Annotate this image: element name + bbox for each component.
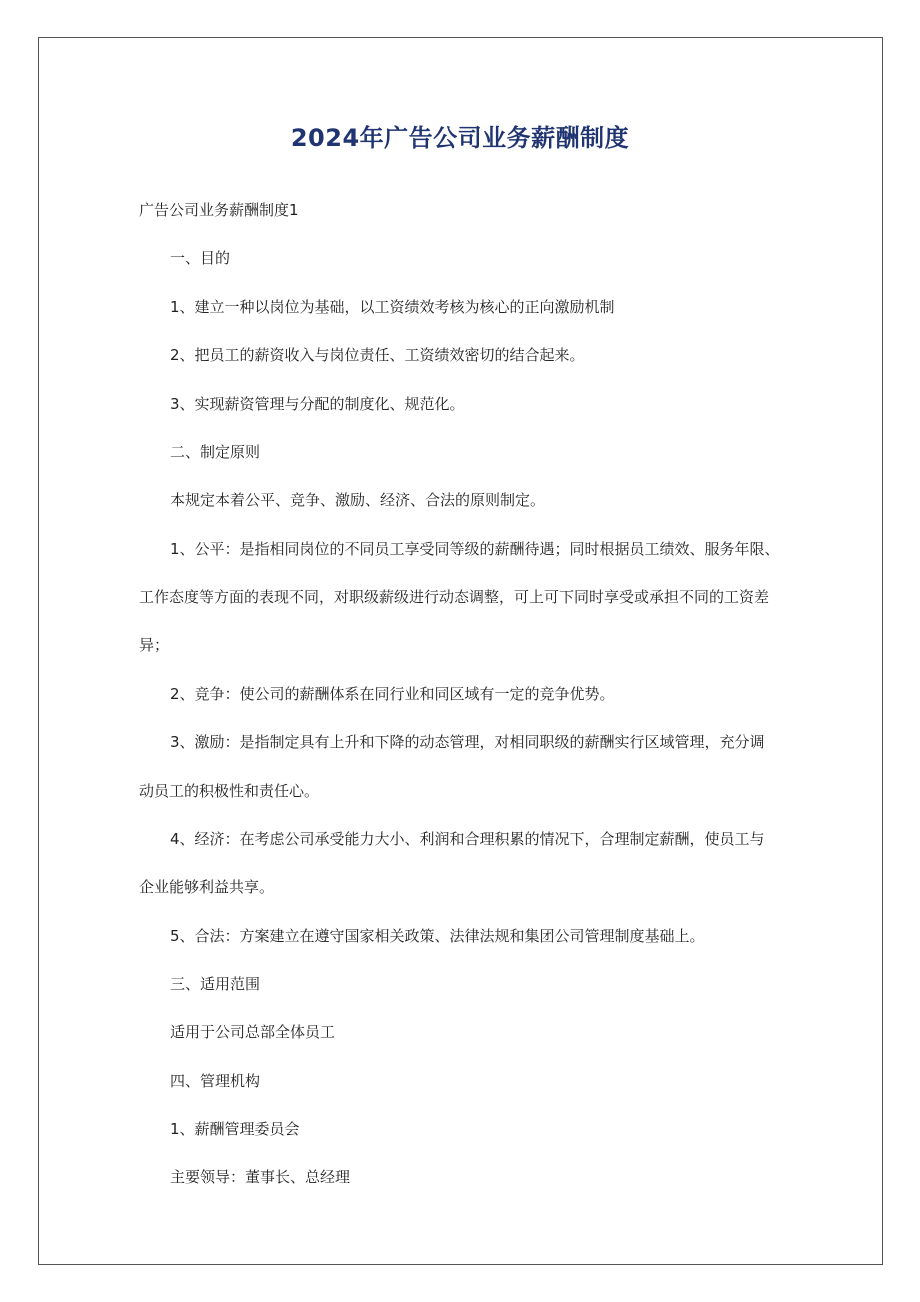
subsection-heading: 一、目的 (170, 249, 231, 267)
section-heading: 广告公司业务薪酬制度1 (139, 201, 299, 219)
paragraph-line: 主要领导：董事长、总经理 (170, 1168, 351, 1186)
subsection-heading: 四、管理机构 (170, 1072, 261, 1090)
paragraph-line: 动员工的积极性和责任心。 (139, 782, 320, 800)
paragraph-line: 1、建立一种以岗位为基础，以工资绩效考核为核心的正向激励机制 (170, 298, 615, 316)
paragraph-line: 1、公平：是指相同岗位的不同员工享受同等级的薪酬待遇；同时根据员工绩效、服务年限、 (170, 540, 780, 558)
paragraph-line: 异； (139, 636, 170, 654)
paragraph-line: 3、实现薪资管理与分配的制度化、规范化。 (170, 395, 465, 413)
document-title: 2024年广告公司业务薪酬制度 (290, 124, 630, 152)
subsection-heading: 三、适用范围 (170, 975, 261, 993)
paragraph-line: 2、竞争：使公司的薪酬体系在同行业和同区域有一定的竞争优势。 (170, 685, 615, 703)
paragraph-line: 1、薪酬管理委员会 (170, 1120, 300, 1138)
paragraph-line: 企业能够利益共享。 (139, 878, 275, 896)
paragraph-line: 2、把员工的薪资收入与岗位责任、工资绩效密切的结合起来。 (170, 346, 585, 364)
paragraph-line: 5、合法：方案建立在遵守国家相关政策、法律法规和集团公司管理制度基础上。 (170, 927, 705, 945)
subsection-heading: 二、制定原则 (170, 443, 261, 461)
paragraph-line: 适用于公司总部全体员工 (170, 1023, 336, 1041)
paragraph-line: 本规定本着公平、竞争、激励、经济、合法的原则制定。 (170, 491, 546, 509)
paragraph-line: 4、经济：在考虑公司承受能力大小、利润和合理积累的情况下，合理制定薪酬，使员工与 (170, 830, 765, 848)
paragraph-line: 3、激励：是指制定具有上升和下降的动态管理，对相同职级的薪酬实行区域管理，充分调 (170, 733, 765, 751)
paragraph-line: 工作态度等方面的表现不同，对职级薪级进行动态调整，可上可下同时享受或承担不同的工资差 (139, 588, 770, 606)
